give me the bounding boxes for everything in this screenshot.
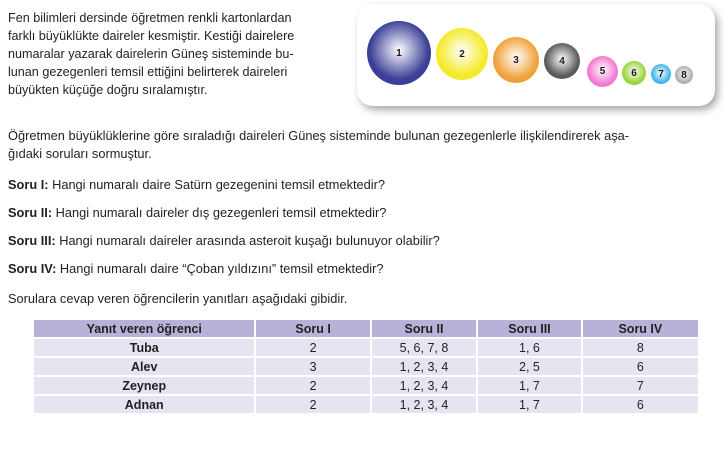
student-name: Zeynep (34, 377, 254, 394)
intro-text (8, 9, 344, 99)
answer-cell: 6 (583, 396, 698, 413)
intro-line: büyükten küçüğe doğru sıralamıştır. (8, 83, 208, 97)
circle-label: 7 (658, 68, 664, 80)
table-row (34, 339, 698, 356)
answer-cell: 7 (583, 377, 698, 394)
question-4 (8, 261, 384, 276)
intro-line: numaralar yazarak dairelerin Güneş sisteminde bu- (8, 47, 294, 61)
question-text: Hangi numaralı daire “Çoban yıldızını” temsil etmektedir? (56, 261, 384, 276)
circle-1 (367, 21, 431, 85)
table-row (34, 396, 698, 413)
student-name: Tuba (34, 339, 254, 356)
question-label: Soru II: (8, 205, 53, 220)
table-header-row (34, 320, 698, 337)
header-soru-1: Soru I (256, 320, 369, 337)
circle-2 (436, 28, 488, 80)
circle-label: 2 (459, 48, 465, 60)
circle-4 (544, 43, 580, 79)
circle-3 (493, 37, 539, 83)
circle-label: 8 (681, 69, 687, 81)
answer-cell: 1, 2, 3, 4 (372, 377, 476, 394)
table-row (34, 377, 698, 394)
circle-7 (651, 64, 671, 84)
answers-table (32, 318, 700, 415)
question-3 (8, 233, 440, 248)
paragraph-line: ğıdaki soruları sormuştur. (8, 146, 152, 161)
circle-label: 5 (599, 66, 606, 77)
planet-circles-card (357, 4, 715, 106)
answer-cell: 1, 7 (478, 396, 581, 413)
answer-cell: 3 (256, 358, 369, 375)
header-student: Yanıt veren öğrenci (34, 320, 254, 337)
answer-cell: 2 (256, 339, 369, 356)
answer-cell: 2, 5 (478, 358, 581, 375)
answer-cell: 1, 7 (478, 377, 581, 394)
question-2 (8, 205, 386, 220)
answer-cell: 1, 2, 3, 4 (372, 396, 476, 413)
header-soru-2: Soru II (372, 320, 476, 337)
circle-6 (622, 61, 646, 85)
circle-8 (675, 66, 693, 84)
answer-cell: 2 (256, 377, 369, 394)
question-label: Soru III: (8, 233, 56, 248)
answers-intro: Sorulara cevap veren öğrencilerin yanıtları aşağıdaki gibidir. (8, 291, 348, 306)
paragraph-line: Öğretmen büyüklüklerine göre sıraladığı daireleri Güneş sisteminde bulunan gezegenlerle ilişkilendirerek aşa- (8, 128, 629, 143)
circle-5 (587, 56, 618, 87)
student-name: Adnan (34, 396, 254, 413)
header-soru-4: Soru IV (583, 320, 698, 337)
question-label: Soru IV: (8, 261, 57, 276)
paragraph (8, 127, 708, 163)
answer-cell: 2 (256, 396, 369, 413)
answer-cell: 1, 6 (478, 339, 581, 356)
header-soru-3: Soru III (478, 320, 581, 337)
answer-cell: 6 (583, 358, 698, 375)
intro-line: lunan gezegenleri temsil ettiğini belirterek daireleri (8, 65, 288, 79)
question-1 (8, 177, 385, 192)
question-text: Hangi numaralı daireler arasında asteroit kuşağı bulunuyor olabilir? (55, 233, 440, 248)
intro-line: farklı büyüklükte daireler kesmiştir. Kestiği dairelere (8, 29, 295, 43)
student-name: Alev (34, 358, 254, 375)
table-row (34, 358, 698, 375)
question-text: Hangi numaralı daireler dış gezegenleri temsil etmektedir? (52, 205, 387, 220)
circle-label: 1 (396, 47, 402, 59)
answer-cell: 5, 6, 7, 8 (372, 339, 476, 356)
circle-label: 4 (559, 55, 565, 67)
answer-cell: 1, 2, 3, 4 (372, 358, 476, 375)
question-label: Soru I: (8, 177, 49, 192)
question-text: Hangi numaralı daire Satürn gezegenini temsil etmektedir? (48, 177, 385, 192)
circle-label: 3 (513, 54, 519, 66)
circle-label: 6 (631, 67, 637, 79)
answer-cell: 8 (583, 339, 698, 356)
intro-line: Fen bilimleri dersinde öğretmen renkli kartonlardan (8, 11, 292, 25)
